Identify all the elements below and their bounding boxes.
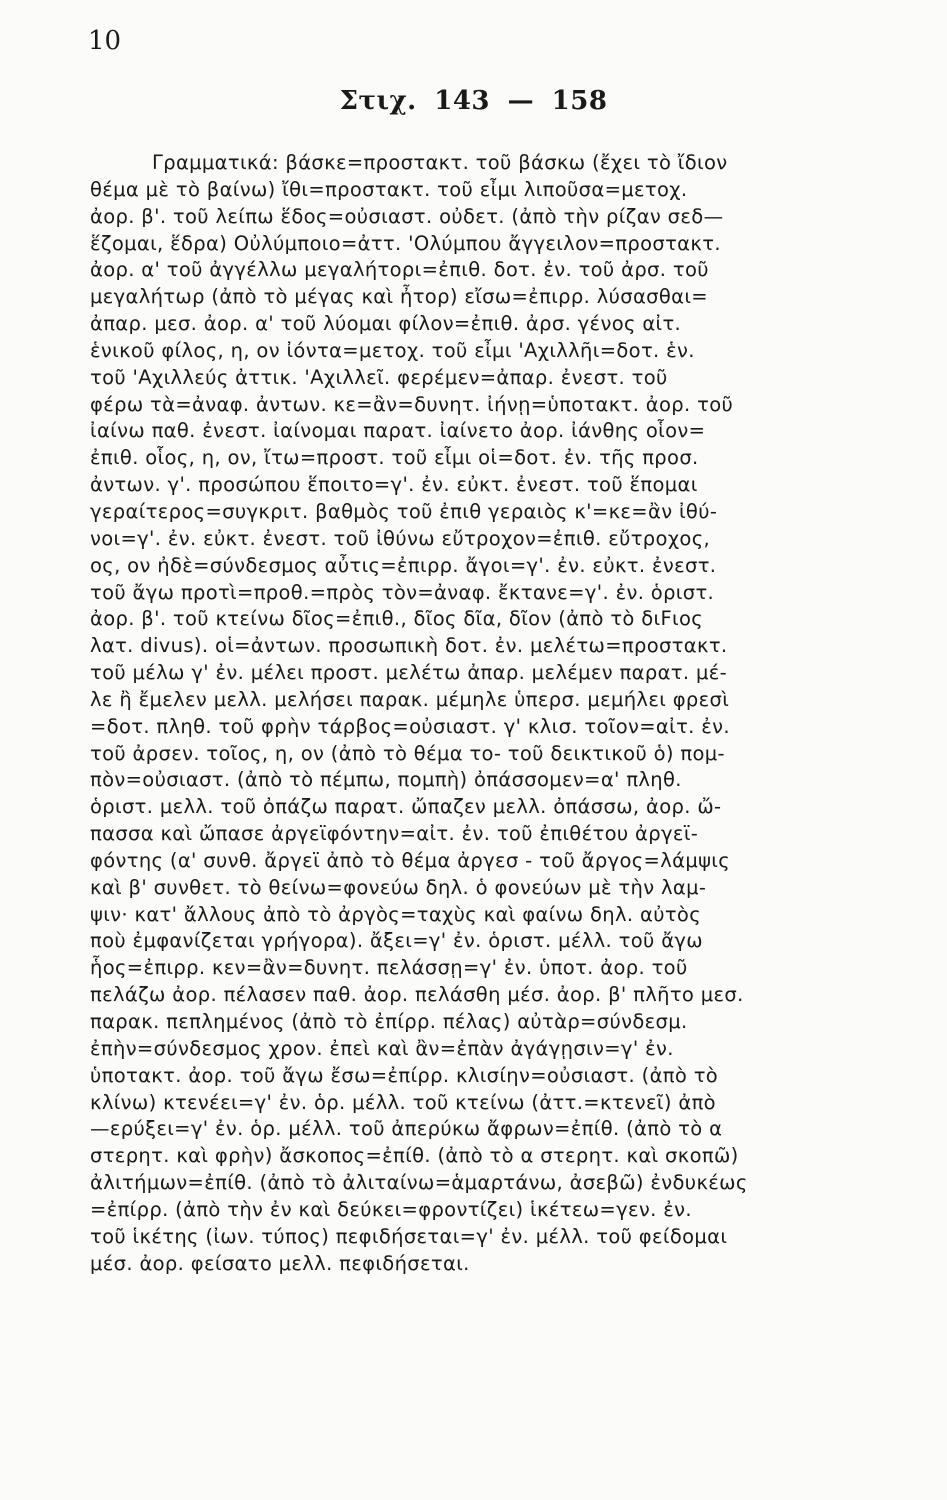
text-line: ἀορ. β'. τοῦ κτείνω δῖος=ἐπιθ., δῖος δῖα, δῖον (ἀπὸ τὸ διFιος bbox=[90, 607, 704, 631]
text-line: μεγαλήτωρ (ἀπὸ τὸ μέγας καὶ ἦτορ) εἴσω=ἐπιρρ. λύσασθαι= bbox=[90, 285, 708, 309]
text-line: ψιν· κατ' ἄλλους ἀπὸ τὸ ἀργὸς=ταχὺς καὶ φαίνω δηλ. αὐτὸς bbox=[90, 902, 702, 926]
text-line: παρακ. πεπλημένος (ἀπὸ τὸ ἐπίρρ. πέλας) αὐτὰρ=σύνδεσμ. bbox=[90, 1010, 688, 1033]
text-line: τοῦ ἄγω προτὶ=προθ.=πρὸς τὸν=ἀναφ. ἔκτανε=γ'. ἐν. ὁριστ. bbox=[90, 580, 715, 604]
text-line: τοῦ ἱκέτης (ἰων. τύπος) πεφιδήσεται=γ' ἐν. μέλλ. τοῦ φείδομαι bbox=[90, 1224, 728, 1248]
text-line: ἀντων. γ'. προσώπου ἕποιτο=γ'. ἐν. εὐκτ. ἐνεστ. τοῦ ἕπομαι bbox=[90, 473, 698, 497]
text-line: πελάζω ἀορ. πέλασεν παθ. ἀορ. πελάσθη μέσ. ἀορ. β' πλῆτο μεσ. bbox=[90, 983, 744, 1007]
heading-verse-to: 158 bbox=[551, 86, 608, 116]
grammar-notes bbox=[90, 150, 930, 1277]
text-line: ἀορ. α' τοῦ ἀγγέλλω μεγαλήτορι=ἐπιθ. δοτ. ἐν. τοῦ ἀρσ. τοῦ bbox=[90, 258, 709, 282]
text-line: τοῦ 'Αχιλλεύς ἀττικ. 'Αχιλλεῖ. φερέμεν=ἀπαρ. ἐνεστ. τοῦ bbox=[90, 365, 668, 389]
text-line: ὁριστ. μελλ. τοῦ ὀπάζω παρατ. ὤπαζεν μελλ. ὀπάσσω, ἀορ. ὤ- bbox=[90, 795, 722, 819]
text-line: Γραμματικά: βάσκε=προστακτ. τοῦ βάσκω (ἔχει τὸ ἴδιον bbox=[152, 151, 728, 174]
text-line: ἑνικοῦ φίλος, η, ον ἰόντα=μετοχ. τοῦ εἶμι 'Αχιλλῆι=δοτ. ἑν. bbox=[90, 338, 695, 362]
text-line: ἰαίνω παθ. ἐνεστ. ἰαίνομαι παρατ. ἰαίνετο ἀορ. ἰάνθης οἷον= bbox=[90, 419, 706, 443]
text-line: ἧος=ἐπιρρ. κεν=ἂν=δυνητ. πελάσσῃ=γ' ἐν. ὑποτ. ἀορ. τοῦ bbox=[90, 956, 688, 980]
page-heading bbox=[0, 86, 947, 116]
text-line: ἀπαρ. μεσ. ἀορ. α' τοῦ λύομαι φίλον=ἐπιθ. ἀρσ. γένος αἰτ. bbox=[90, 312, 682, 336]
text-line: φέρω τὰ=ἀναφ. ἀντων. κε=ἂν=δυνητ. ἰήνῃ=ὑποτακτ. ἀορ. τοῦ bbox=[90, 392, 734, 416]
text-line: γεραίτερος=συγκριτ. βαθμὸς τοῦ ἐπιθ γεραιὸς κ'=κε=ἂν ἰθύ- bbox=[90, 499, 718, 523]
text-line: θέμα μὲ τὸ βαίνω) ἴθι=προστακτ. τοῦ εἶμι λιποῦσα=μετοχ. bbox=[90, 177, 688, 201]
page-number: 10 bbox=[88, 26, 122, 56]
text-line: πὸν=οὐσιαστ. (ἀπὸ τὸ πέμπω, πομπὴ) ὀπάσσομεν=α' πληθ. bbox=[90, 768, 682, 792]
text-line: μέσ. ἀορ. φείσατο μελλ. πεφιδήσεται. bbox=[90, 1251, 470, 1275]
text-line: ποὺ ἐμφανίζεται γρήγορα). ἄξει=γ' ἐν. ὁριστ. μέλλ. τοῦ ἄγω bbox=[90, 929, 703, 953]
text-line: λε ἢ ἔμελεν μελλ. μελήσει παρακ. μέμηλε ὑπερσ. μεμήλει φρεσὶ bbox=[90, 687, 730, 711]
text-line: ἀορ. β'. τοῦ λείπω ἕδος=οὐσιαστ. οὐδετ. (ἀπὸ τὴν ρίζαν σεδ— bbox=[90, 204, 724, 228]
text-line: ος, ον ἠδὲ=σύνδεσμος αὖτις=ἐπιρρ. ἄγοι=γ'. ἐν. εὐκτ. ἐνεστ. bbox=[90, 553, 717, 577]
text-line: —ερύξει=γ' ἐν. ὁρ. μέλλ. τοῦ ἀπερύκω ἄφρων=ἐπίθ. (ἀπὸ τὸ α bbox=[90, 1117, 723, 1141]
text-line: τοῦ μέλω γ' ἐν. μέλει προστ. μελέτω ἀπαρ. μελέμεν παρατ. μέ- bbox=[90, 661, 727, 685]
text-line: στερητ. καὶ φρὴν) ἄσκοπος=ἐπίθ. (ἀπὸ τὸ α στερητ. καὶ σκοπῶ) bbox=[90, 1144, 739, 1168]
text-line: τοῦ ἀρσεν. τοῖος, η, ον (ἀπὸ τὸ θέμα το- τοῦ δεικτικοῦ ὁ) πομ- bbox=[90, 741, 725, 765]
text-line: λατ. divus). οἱ=ἀντων. προσωπικὴ δοτ. ἐν. μελέτω=προστακτ. bbox=[90, 634, 728, 658]
text-line: =ἐπίρρ. (ἀπὸ τὴν ἐν καὶ δεύκει=φροντίζει) ἱκέτεω=γεν. ἐν. bbox=[90, 1197, 692, 1221]
heading-verse-from: 143 bbox=[434, 86, 491, 116]
text-line: φόντης (α' συνθ. ἄργεϊ ἀπὸ τὸ θέμα ἀργεσ - τοῦ ἄργος=λάμψις bbox=[90, 848, 731, 872]
text-line: κλίνω) κτενέει=γ' ἐν. ὁρ. μέλλ. τοῦ κτείνω (ἀττ.=κτενεῖ) ἀπὸ bbox=[90, 1090, 716, 1114]
text-line: πασσα καὶ ὤπασε ἀργεϊφόντην=αἰτ. ἐν. τοῦ ἐπιθέτου ἀργεϊ- bbox=[90, 822, 699, 846]
text-line: ἀλιτήμων=ἐπίθ. (ἀπὸ τὸ ἀλιταίνω=ἁμαρτάνω, ἀσεβῶ) ἐνδυκέως bbox=[90, 1171, 748, 1195]
heading-dash: — bbox=[507, 86, 535, 116]
text-line: ἐπιθ. οἷος, η, ον, ἴτω=προστ. τοῦ εἶμι οἱ=δοτ. ἐν. τῆς προσ. bbox=[90, 446, 699, 470]
text-line: ὑποτακτ. ἀορ. τοῦ ἄγω ἔσω=ἐπίρρ. κλισίην=οὐσιαστ. (ἀπὸ τὸ bbox=[90, 1063, 719, 1087]
text-line: ἐπὴν=σύνδεσμος χρον. ἐπεὶ καὶ ἂν=ἐπὰν ἀγάγῃσιν=γ' ἐν. bbox=[90, 1036, 674, 1060]
heading-abbreviation: Στιχ. bbox=[339, 86, 417, 116]
text-line: νοι=γ'. ἐν. εὐκτ. ἐνεστ. τοῦ ἰθύνω εὔτροχον=ἐπιθ. εὔτροχος, bbox=[90, 526, 711, 550]
text-line: ἕζομαι, ἕδρα) Οὐλύμποιο=ἀττ. 'Ολύμπου ἄγγειλον=προστακτ. bbox=[90, 231, 721, 255]
text-line: =δοτ. πληθ. τοῦ φρὴν τάρβος=οὐσιαστ. γ' κλισ. τοῖον=αἰτ. ἐν. bbox=[90, 714, 730, 738]
text-line: καὶ β' συνθετ. τὸ θείνω=φονεύω δηλ. ὁ φονεύων μὲ τὴν λαμ- bbox=[90, 875, 707, 899]
